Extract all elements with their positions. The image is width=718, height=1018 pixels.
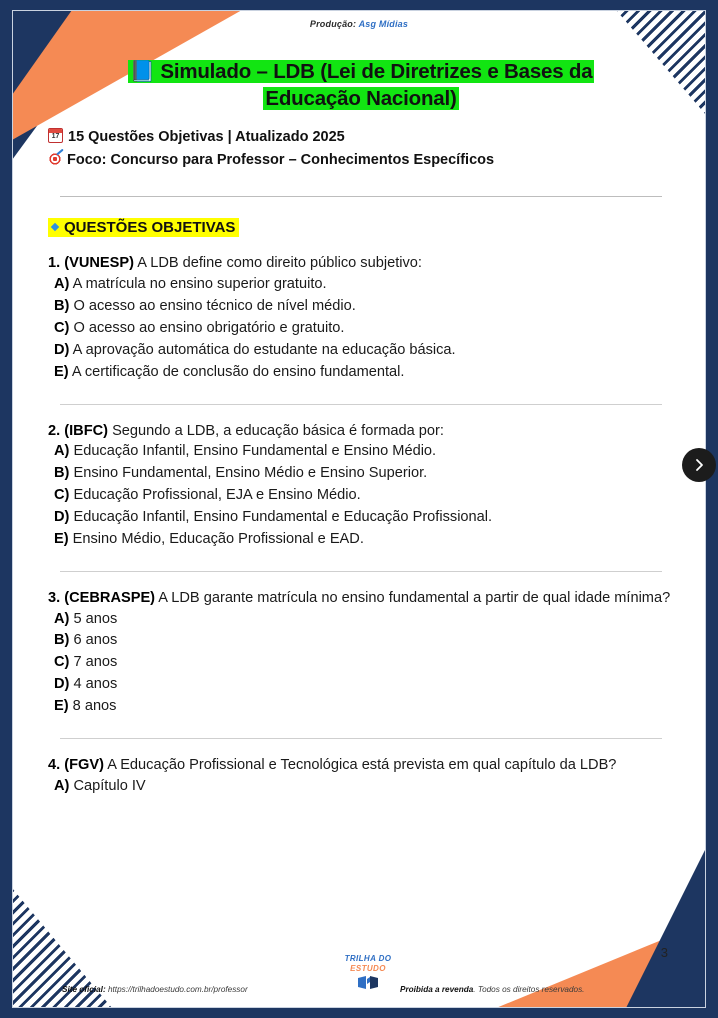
option-text: Educação Infantil, Ensino Fundamental e Educação Profissional. bbox=[73, 509, 493, 526]
question-option[interactable] bbox=[48, 630, 674, 652]
header-divider bbox=[60, 196, 662, 197]
option-text: A aprovação automática do estudante na educação básica. bbox=[72, 341, 456, 358]
production-credit bbox=[12, 19, 706, 29]
question-block bbox=[48, 755, 674, 798]
question-divider bbox=[60, 404, 662, 405]
option-text: Ensino Médio, Educação Profissional e EAD. bbox=[72, 530, 364, 547]
question-number: 2. bbox=[48, 422, 61, 439]
option-letter: A) bbox=[54, 610, 70, 627]
option-letter: B) bbox=[54, 465, 70, 482]
next-page-button[interactable] bbox=[682, 448, 716, 482]
option-text: 4 anos bbox=[73, 676, 118, 693]
document-content bbox=[48, 50, 674, 798]
option-letter: E) bbox=[54, 530, 69, 547]
section-heading-label: QUESTÕES OBJETIVAS bbox=[64, 219, 236, 237]
question-option[interactable] bbox=[48, 674, 674, 696]
question-stem bbox=[48, 253, 674, 274]
option-text: Educação Infantil, Ensino Fundamental e Ensino Médio. bbox=[73, 443, 437, 460]
option-letter: A) bbox=[54, 443, 70, 460]
question-option[interactable] bbox=[48, 340, 674, 362]
option-text: Ensino Fundamental, Ensino Médio e Ensino Superior. bbox=[73, 465, 428, 482]
question-option[interactable] bbox=[48, 485, 674, 507]
question-stem bbox=[48, 421, 674, 442]
page-footer bbox=[12, 954, 706, 998]
question-block bbox=[48, 588, 674, 718]
production-credit-label: Produção: bbox=[309, 19, 357, 29]
option-text: Educação Profissional, EJA e Ensino Médio. bbox=[73, 487, 361, 504]
section-heading-highlight bbox=[48, 218, 239, 237]
option-text: 8 anos bbox=[72, 698, 117, 715]
questions-list bbox=[48, 253, 674, 797]
question-number: 3. bbox=[48, 589, 61, 606]
title-line-2: Educação Nacional) bbox=[265, 87, 457, 111]
question-option[interactable] bbox=[48, 318, 674, 340]
footer-site-url: https://trilhadoestudo.com.br/professor bbox=[107, 985, 248, 994]
question-text: Segundo a LDB, a educação básica é formada por: bbox=[112, 422, 444, 439]
footer-notice-bold: Proibida a revenda bbox=[400, 985, 474, 994]
option-letter: C) bbox=[54, 319, 70, 336]
page-inner-frame bbox=[12, 10, 706, 1008]
question-divider bbox=[60, 571, 662, 572]
production-credit-brand: Asg Mídias bbox=[358, 19, 409, 29]
option-text: A matrícula no ensino superior gratuito. bbox=[72, 276, 327, 293]
question-block bbox=[48, 253, 674, 383]
question-board: (CEBRASPE) bbox=[64, 589, 156, 606]
option-letter: A) bbox=[54, 276, 70, 293]
question-text: A LDB garante matrícula no ensino fundamental a partir de qual idade mínima? bbox=[158, 589, 671, 606]
title-line-2-highlight bbox=[263, 87, 458, 110]
diamond-bullet-icon bbox=[51, 223, 59, 231]
question-board: (VUNESP) bbox=[64, 255, 134, 272]
question-option[interactable] bbox=[48, 609, 674, 631]
brand-logo bbox=[332, 954, 404, 996]
footer-notice bbox=[400, 985, 584, 994]
question-number: 1. bbox=[48, 255, 61, 272]
option-letter: E) bbox=[54, 698, 69, 715]
question-option[interactable] bbox=[48, 652, 674, 674]
question-number: 4. bbox=[48, 756, 61, 773]
question-text: A LDB define como direito público subjetivo: bbox=[137, 255, 422, 272]
calendar-icon bbox=[48, 128, 63, 143]
question-stem bbox=[48, 588, 674, 609]
option-text: 6 anos bbox=[73, 632, 118, 649]
question-option[interactable] bbox=[48, 274, 674, 296]
option-text: 7 anos bbox=[73, 654, 118, 671]
question-stem bbox=[48, 755, 674, 776]
option-text: Capítulo IV bbox=[73, 777, 146, 794]
option-letter: E) bbox=[54, 363, 69, 380]
question-board: (IBFC) bbox=[64, 422, 109, 439]
question-option[interactable] bbox=[48, 529, 674, 551]
footer-site bbox=[62, 985, 248, 994]
target-icon bbox=[48, 152, 62, 166]
question-option[interactable] bbox=[48, 696, 674, 718]
question-option[interactable] bbox=[48, 296, 674, 318]
question-option[interactable] bbox=[48, 776, 674, 798]
question-option[interactable] bbox=[48, 362, 674, 384]
option-text: O acesso ao ensino técnico de nível médio. bbox=[73, 298, 356, 315]
option-letter: C) bbox=[54, 654, 70, 671]
page-number: 3 bbox=[660, 945, 668, 960]
question-option[interactable] bbox=[48, 507, 674, 529]
question-option[interactable] bbox=[48, 463, 674, 485]
blue-book-icon: 📘 bbox=[129, 60, 155, 83]
question-board: (FGV) bbox=[64, 756, 104, 773]
option-text: A certificação de conclusão do ensino fundamental. bbox=[71, 363, 405, 380]
meta-row-questions bbox=[48, 126, 674, 149]
logo-line-2: ESTUDO bbox=[350, 964, 386, 973]
option-letter: B) bbox=[54, 632, 70, 649]
meta-row-focus bbox=[48, 149, 674, 172]
option-letter: B) bbox=[54, 298, 70, 315]
meta-line-1: 15 Questões Objetivas | Atualizado 2025 bbox=[68, 129, 345, 146]
option-letter: D) bbox=[54, 509, 70, 526]
logo-line-1: TRILHA DO bbox=[344, 954, 392, 963]
option-letter: D) bbox=[54, 341, 70, 358]
open-book-logo-icon bbox=[357, 975, 379, 991]
footer-notice-rest: . Todos os direitos reservados. bbox=[473, 985, 585, 994]
question-option[interactable] bbox=[48, 441, 674, 463]
question-divider bbox=[60, 738, 662, 739]
option-letter: A) bbox=[54, 777, 70, 794]
question-block bbox=[48, 421, 674, 551]
option-letter: D) bbox=[54, 676, 70, 693]
footer-site-label: Site oficial: bbox=[62, 985, 106, 994]
meta-line-2: Foco: Concurso para Professor – Conhecimentos Específicos bbox=[67, 152, 495, 169]
chevron-right-icon bbox=[692, 458, 706, 472]
option-text: 5 anos bbox=[73, 610, 118, 627]
question-text: A Educação Profissional e Tecnológica está prevista em qual capítulo da LDB? bbox=[107, 756, 617, 773]
option-letter: C) bbox=[54, 487, 70, 504]
document-meta bbox=[48, 126, 674, 172]
title-line-1-highlight bbox=[128, 60, 595, 83]
title-line-1: Simulado – LDB (Lei de Diretrizes e Bases da bbox=[160, 60, 593, 83]
option-text: O acesso ao ensino obrigatório e gratuito. bbox=[73, 319, 345, 336]
page-title bbox=[48, 58, 674, 112]
section-heading bbox=[48, 219, 239, 236]
